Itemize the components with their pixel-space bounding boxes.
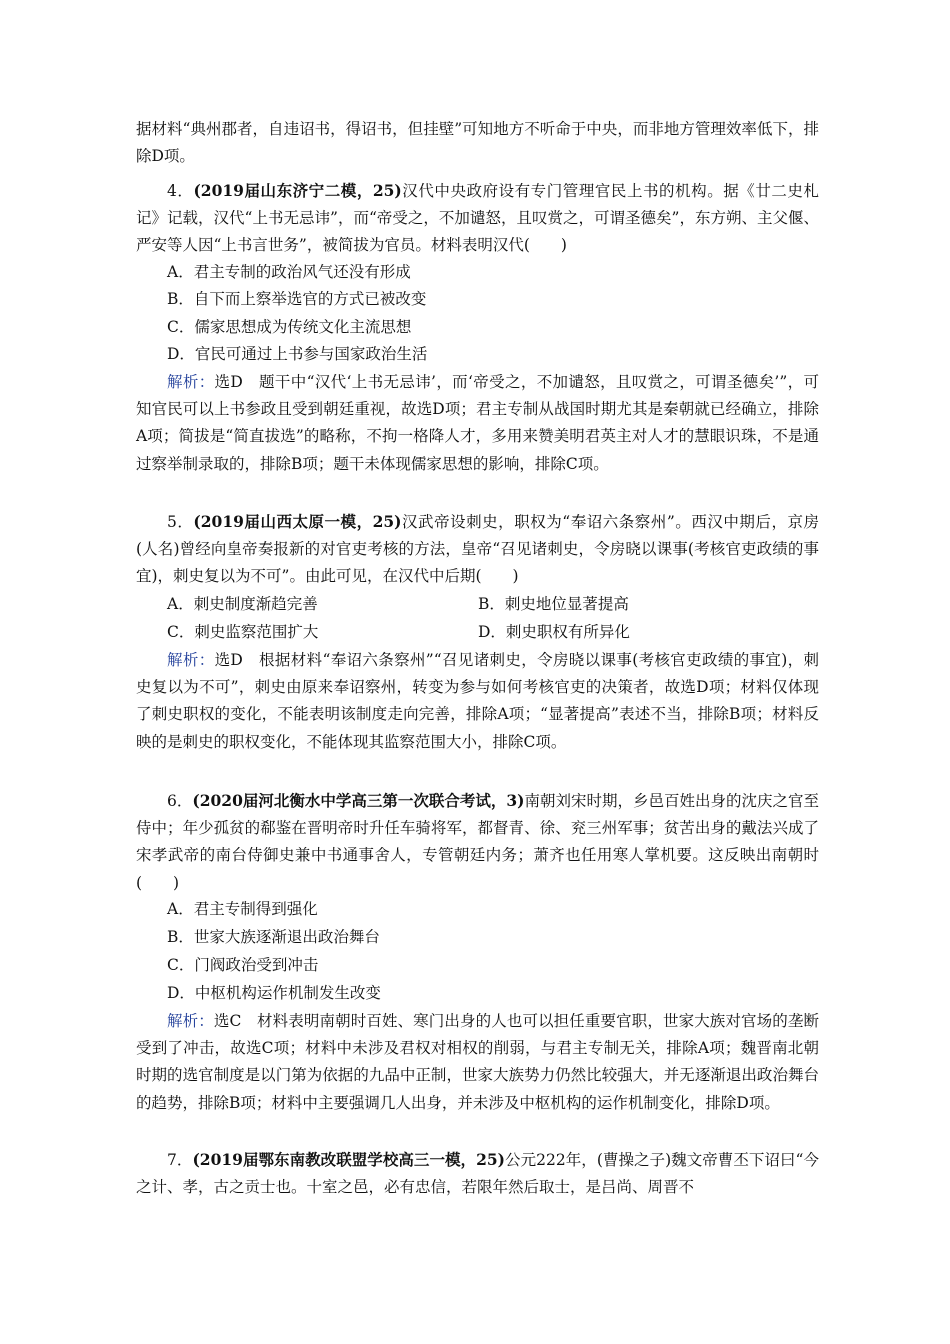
question-source: (2019届鄂东南教改联盟学校高三一模，25) xyxy=(192,1150,505,1169)
question-6-option-b: B．世家大族逐渐退出政治舞台 xyxy=(167,928,380,946)
question-6-stem: 6．(2020届河北衡水中学高三第一次联合考试，3)南朝刘宋时期，乡邑百姓出身的沈庆之官至侍中；年少孤贫的郗鉴在晋明帝时升任车骑将军，都督青、徐、兖三州军事；贫苦出身的戴法兴成了宋孝武帝的南台侍御史兼中书通事舍人，专管朝廷内务；萧齐也任用寒人掌机要。这反映出南朝时( ) xyxy=(136,791,819,892)
question-6-option-d: D．中枢机构运作机制发生改变 xyxy=(167,984,381,1002)
question-number: 4． xyxy=(167,182,194,200)
question-source: (2020届河北衡水中学高三第一次联合考试，3) xyxy=(192,791,525,810)
question-source: (2019届山东济宁二模，25) xyxy=(193,181,402,200)
question-5-option-d: D．刺史职权有所异化 xyxy=(478,623,630,641)
question-5-stem: 5．(2019届山西太原一模，25)汉武帝设刺史，职权为“奉诏六条察州”。西汉中期后，京房(人名)曾经向皇帝奏报新的对官吏考核的方法，皇帝“召见诸刺史，令房晓以课事(考核官吏政绩的事宜)，刺史复以为不可”。由此可见，在汉代中后期( ) xyxy=(136,512,819,586)
question-4-stem: 4．(2019届山东济宁二模，25)汉代中央政府设有专门管理官民上书的机构。据《廿二史札记》记载，汉代“上书无忌讳”，而“帝受之，不加谴怒，且叹赏之，可谓圣德矣”，东方朔、主父偃、严安等人因“上书言世务”，被简拔为官员。材料表明汉代( ) xyxy=(136,181,819,255)
question-5-analysis: 解析：选D 根据材料“奉诏六条察州”“召见诸刺史，令房晓以课事(考核官吏政绩的事宜)，刺史复以为不可”，刺史由原来奉诏察州，转变为参与如何考核官吏的决策者，故选D项；材料仅体现了刺史职权的变化，不能表明该制度走向完善，排除A项；“显著提高”表述不当，排除B项；材料反映的是刺史的职权变化，不能体现其监察范围大小，排除C项。 xyxy=(136,651,819,751)
intro-paragraph: 据材料“典州郡者，自违诏书，得诏书，但挂壁”可知地方不听命于中央，而非地方管理效率低下，排除D项。 xyxy=(136,120,819,166)
question-number: 6． xyxy=(167,792,193,810)
question-4-option-b: B．自下而上察举选官的方式已被改变 xyxy=(167,290,427,308)
question-4-option-d: D．官民可通过上书参与国家政治生活 xyxy=(167,345,428,363)
question-6-option-c: C．门阀政治受到冲击 xyxy=(167,956,319,974)
question-source: (2019届山西太原一模，25) xyxy=(193,512,402,531)
analysis-label: 解析： xyxy=(167,373,215,391)
question-4-option-c: C．儒家思想成为传统文化主流思想 xyxy=(167,318,412,336)
question-4-option-a: A．君主专制的政治风气还没有形成 xyxy=(167,263,411,281)
question-5-option-c: C．刺史监察范围扩大 xyxy=(167,623,319,641)
question-5-option-b: B．刺史地位显著提高 xyxy=(478,595,629,613)
analysis-label: 解析： xyxy=(167,1012,214,1030)
question-6-option-a: A．君主专制得到强化 xyxy=(167,900,318,918)
analysis-label: 解析： xyxy=(167,651,215,669)
question-5-option-a: A．刺史制度渐趋完善 xyxy=(167,595,318,613)
question-6-analysis: 解析：选C 材料表明南朝时百姓、寒门出身的人也可以担任重要官职，世家大族对官场的垄断受到了冲击，故选C项；材料中未涉及君权对相权的削弱，与君主专制无关，排除A项；魏晋南北朝时期的选官制度是以门第为依据的九品中正制，世家大族势力仍然比较强大，并无逐渐退出政治舞台的趋势，排除B项；材料中主要强调几人出身，并未涉及中枢机构的运作机制变化，排除D项。 xyxy=(136,1012,819,1112)
question-number: 5． xyxy=(167,513,194,531)
question-4-analysis: 解析：选D 题干中“汉代‘上书无忌讳’，而‘帝受之，不加谴怒，且叹赏之，可谓圣德矣’”，可知官民可以上书参政且受到朝廷重视，故选D项；君主专制从战国时期尤其是秦朝就已经确立，排除A项；简拔是“简直拔选”的略称，不拘一格降人才，多用来赞美明君英主对人才的慧眼识珠，不是通过察举制录取的，排除B项；题干未体现儒家思想的影响，排除C项。 xyxy=(136,373,819,473)
question-number: 7． xyxy=(167,1151,193,1169)
question-7-stem: 7．(2019届鄂东南教改联盟学校高三一模，25)公元222年，(曹操之子)魏文帝曹丕下诏曰“今之计、孝，古之贡士也。十室之邑，必有忠信，若限年然后取士，是吕尚、周晋不 xyxy=(136,1150,819,1197)
